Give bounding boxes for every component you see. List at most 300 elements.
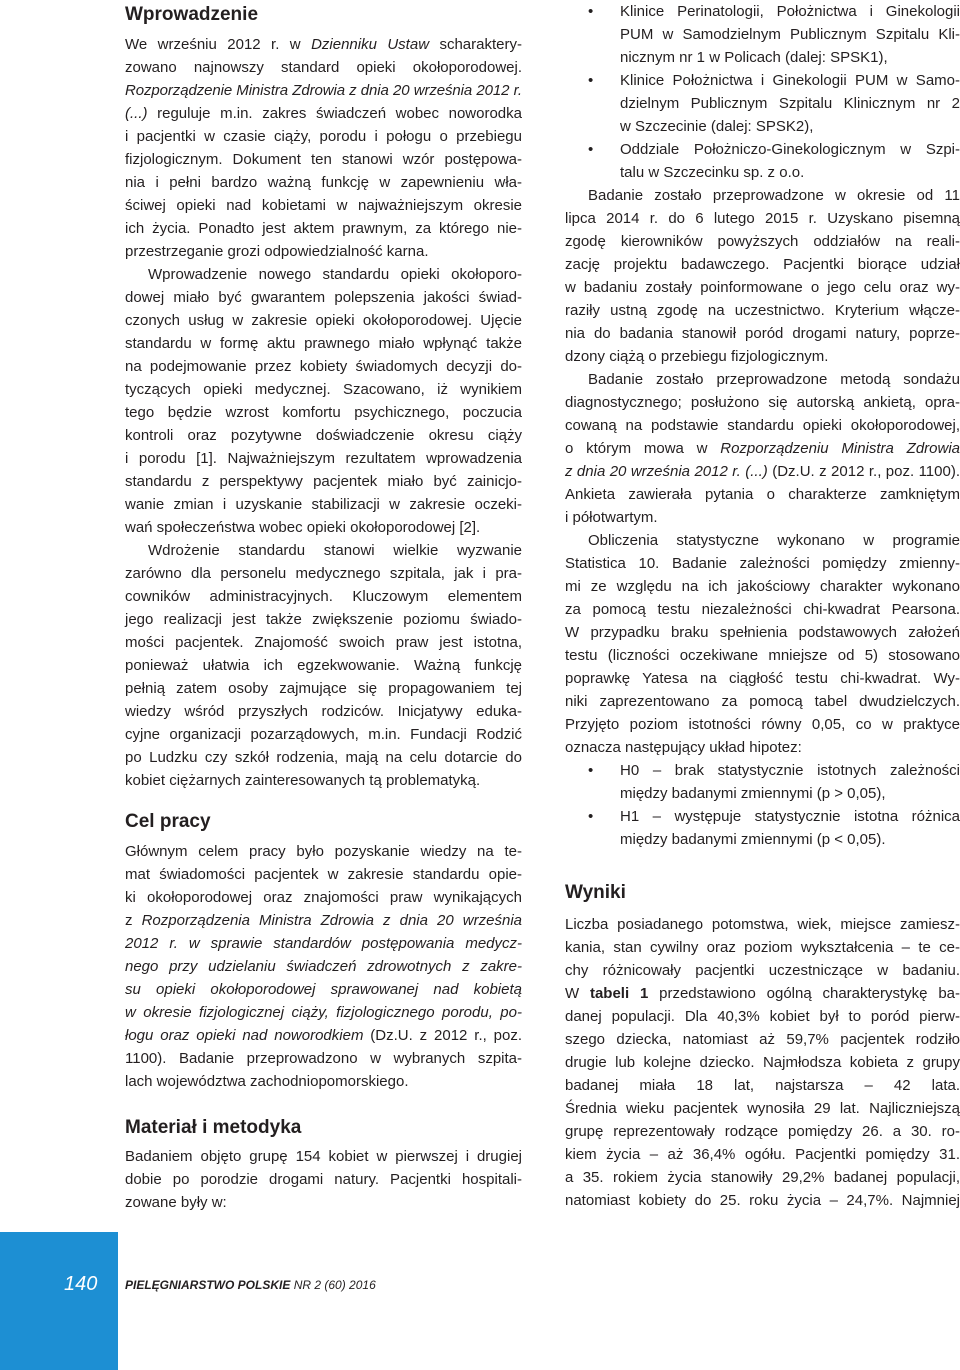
text-line [125,125,522,148]
text-run: za pomocą testu niezależności chi-kwadrat Pearsona. [565,601,960,618]
text-line [125,909,522,932]
bullet-icon: • [588,3,594,20]
line-text [565,325,960,342]
text-run: Statistica 10. Badanie zależności pomiędzy zmienny- [565,555,960,572]
page-number: 140 [64,1273,98,1295]
line-text [565,1008,960,1025]
text-line [125,194,522,217]
line-text [125,680,522,697]
right-column [565,0,960,1212]
list-item-text [620,0,960,69]
text-run: wań społeczeństwa wobec opieki okołoporodowej [2]. [125,519,481,536]
text-line [125,955,522,978]
text-run: wiedzy wśród przyszłych rodziców. Inicjatywy eduka- [125,703,522,720]
line-text [125,981,522,998]
italic-text: nego przy udzielaniu świadczeń zdrowotnych z zakre- [125,958,522,975]
line-text [125,749,522,766]
line-text [620,141,960,158]
running-footer [125,1274,376,1297]
text-line [565,414,960,437]
text-line [565,552,960,575]
text-line [125,424,522,447]
line-text [125,128,522,145]
text-line [125,516,522,539]
text-run: cowników administracyjnych. Kluczowym elementem [125,588,522,605]
text-line [125,56,522,79]
text-run: grupę reprezentowały rodzące pomiędzy 26. a 30. ro- [565,1123,960,1140]
text-line [125,1070,522,1093]
text-run: o którym mowa w [565,440,721,457]
section-heading-introduction: Wprowadzenie [125,4,259,25]
text-line [565,391,960,414]
line-text [565,509,658,526]
text-run: diagnostycznego; posłużono się autorską ankietą, opra- [565,394,960,411]
text-line [125,631,522,654]
italic-text: 2012 r. w sprawie standardów postępowania medycz- [125,935,522,952]
text-line [125,840,522,863]
text-line [565,982,960,1005]
line-text [565,1077,960,1094]
text-line [125,654,522,677]
line-text [125,519,480,536]
text-line [125,263,522,286]
line-text [125,1027,522,1044]
text-run: standardu z perspektywy pacjentek miało być zainicjo- [125,473,522,490]
line-text [125,611,522,628]
line-text [125,36,522,53]
paragraph [125,539,522,792]
text-run: między badanymi zmiennymi (p < 0,05). [620,831,886,848]
text-run: Wprowadzenie nowego standardu opieki okołoporo- [148,266,522,283]
text-run: zarówno dla personelu medycznego szpitala, jak i pra- [125,565,522,582]
line-text [125,866,522,883]
line-text [125,1004,522,1021]
bold-text: tabeli 1 [589,985,649,1002]
text-run: oznacza następujący układ hipotez: [565,739,802,756]
list-item-text [620,69,960,138]
line-text [565,1169,960,1186]
text-run: chy różnicowały pacjentki uczestniczące w badaniu. [565,962,960,979]
line-text [565,693,960,710]
section-heading-results: Wyniki [565,882,626,903]
text-run: talu w Szczecinku sp. z o.o. [620,164,805,181]
text-run: Przyjęto poziom istotności równy 0,05, co w praktyce [565,716,960,733]
line-text [148,542,522,559]
text-run: Klinice Perinatologii, Położnictwa i Ginekologii [620,3,960,20]
line-text [148,266,522,283]
line-text [125,243,429,260]
line-text [125,381,522,398]
text-run: zgodę kierowników powyższych oddziałów na reali- [565,233,960,250]
line-text [125,450,522,467]
text-line [565,598,960,621]
text-run: w Szczecinie (dalej: SPSK2), [620,118,814,135]
text-run: Badaniem objęto grupę 154 kobiet w pierwszej i drugiej [125,1148,522,1165]
text-line [565,1143,960,1166]
text-run: przedstawiono ogólną charakterystykę ba- [648,985,960,1002]
line-text [588,187,960,204]
text-run: fizjologicznym. Dokument ten stanowi wzór postępowa- [125,151,522,168]
text-run: jego realizacji jest także zwiększenie poziomu świado- [125,611,522,628]
line-text [565,555,960,572]
text-run: pełnią zatem osoby zajmujące się propagowaniem tej [125,680,522,697]
line-text [565,1100,960,1117]
line-text [125,726,522,743]
line-text [125,59,522,76]
line-text [125,335,522,352]
text-run: na podejmowanie przez kobiety świadomych decyzji do- [125,358,522,375]
text-run: Ankieta zawierała pytania o charakterze zamkniętym [565,486,960,503]
line-text [565,647,960,664]
text-run: mości pacjentek. Znajomość swoich praw jest istotna, [125,634,522,651]
left-column [125,3,522,1214]
line-text [125,1194,227,1211]
text-line [125,585,522,608]
line-text [565,716,960,733]
line-text [565,578,960,595]
text-line [565,621,960,644]
line-text [125,473,522,490]
list-item-text [620,138,960,184]
italic-text: w okresie fizjologicznej ciąży, fizjologicznego porodu, po- [125,1004,522,1021]
text-line [125,309,522,332]
text-run: W [565,985,590,1002]
text-run: lipca 2014 r. do 6 lutego 2015 r. Uzyskano pisemną [565,210,960,227]
line-text [125,772,480,789]
line-text [125,496,522,513]
text-line [565,368,960,391]
line-text [565,739,802,756]
text-run: Głównym celem pracy było pozyskanie wiedzy na te- [125,843,522,860]
line-text [565,417,960,434]
text-line [125,217,522,240]
text-line [125,863,522,886]
text-run: W przypadku braku spełnienia podstawowych założeń [565,624,960,641]
line-text [565,916,960,933]
text-run: lach województwa zachodniopomorskiego. [125,1073,409,1090]
line-text [620,49,888,66]
text-line [620,23,960,46]
text-run: z [125,912,142,929]
text-line [565,936,960,959]
paragraph [125,840,522,1093]
text-run: kobiet ciężarnych zainteresowanych tą problematyką. [125,772,481,789]
text-run: Obliczenia statystyczne wykonano w programie [588,532,960,549]
text-run: w badaniu zostały poinformowane o jego celu oraz wy- [565,279,960,296]
italic-text: łogu oraz opieki nad noworodkiem [125,1027,364,1044]
text-line [565,230,960,253]
text-line [125,1047,522,1070]
text-line [620,805,960,828]
line-text [125,1073,409,1090]
line-text [588,371,960,388]
text-run: 1100). Badanie przeprowadzono w wybranych szpita- [125,1050,522,1067]
text-line [565,529,960,552]
italic-text: Rozporządzeniu Ministra Zdrowia [720,440,960,457]
text-run: po Ludzku czy szkół rodzenia, mają na celu dotarcie do [125,749,522,766]
text-run: cyjne organizacji pozarządowych, m.in. Fundacji Rodzić [125,726,522,743]
text-line [125,769,522,792]
text-run: Klinice Położnictwa i Ginekologii PUM w Samo- [620,72,960,89]
line-text [565,486,960,503]
line-text [125,197,522,214]
hospital-list-item [565,0,960,69]
line-text [565,1192,960,1209]
text-run: natomiast kobiety do 25. roku życia – 24,7%. Najmniej [565,1192,960,1209]
text-line [125,447,522,470]
text-line [125,470,522,493]
text-line [125,746,522,769]
text-run: zację projektu badawczego. Pacjentki biorące udział [565,256,960,273]
line-text [125,312,522,329]
line-text [565,985,960,1002]
line-text [565,463,960,480]
text-line [565,736,960,759]
text-line [125,332,522,355]
line-text [125,82,522,99]
line-text [565,256,960,273]
line-text [125,657,522,674]
text-line [565,575,960,598]
text-line [125,1191,522,1214]
text-line [125,723,522,746]
section-heading-method: Materiał i metodyka [125,1117,302,1138]
text-run: niki zaprezentowano za pomocą tabel dwudzielczych. [565,693,960,710]
line-text [620,831,886,848]
text-line [125,148,522,171]
text-line [565,690,960,713]
text-line [565,253,960,276]
line-text [565,1031,960,1048]
text-run: Badanie zostało przeprowadzone w okresie od 11 [588,187,960,204]
text-run: H1 – występuje statystycznie istotna różnica [620,808,960,825]
text-line [125,401,522,424]
line-text [125,843,522,860]
bullet-icon: • [588,72,594,89]
hypothesis-list-item [565,759,960,805]
text-line [565,713,960,736]
text-run: dzielnym Publicznym Szpitalu Klinicznym nr 2 [620,95,960,112]
text-run: badanej miała 18 lat, najstarsza – 42 lata. [565,1077,960,1094]
text-line [125,171,522,194]
text-run: dowej miało być gwarantem polepszenia jakości świad- [125,289,522,306]
text-run: PUM w Samodzielnym Publicznym Szpitalu Kli- [620,26,960,43]
text-run: a 35. rokiem życia stanowiły 29,2% badanej populacji, [565,1169,960,1186]
line-text [620,785,886,802]
text-run: dobie po porodzie drogami natury. Pacjentki hospitali- [125,1171,522,1188]
text-run: ponieważ ułatwia ich egzekwowanie. Ważną funkcję [125,657,522,674]
text-line [125,1001,522,1024]
line-text [125,289,522,306]
line-text [125,105,522,122]
line-text [125,220,522,237]
text-run: tego będzie wzrost komfortu psychicznego, poczucia [125,404,522,421]
line-text [125,565,522,582]
text-line [125,79,522,102]
text-run: ich życia. Ponadto jest aktem prawnym, za którego nie- [125,220,522,237]
bullet-icon: • [588,141,594,158]
text-line [565,1166,960,1189]
text-line [565,207,960,230]
text-line [620,828,960,851]
line-text [588,532,960,549]
text-run: mat świadomości pacjentek w zakresie standardu opie- [125,866,522,883]
text-run: standardu w formę aktu prawnego miało wpłynąć także [125,335,522,352]
line-text [125,151,522,168]
text-line [565,1120,960,1143]
text-line [565,506,960,529]
journal-title: PIELĘGNIARSTWO POLSKIE [125,1278,291,1292]
text-run: cowaną na podstawie standardu opieki okołoporodowej, [565,417,960,434]
text-line [565,184,960,207]
line-text [125,912,522,929]
page-number-box [0,1232,118,1370]
text-line [125,1024,522,1047]
line-text [565,670,960,687]
text-line [125,1145,522,1168]
line-text [565,1123,960,1140]
line-text [565,962,960,979]
text-run: nia i pełni bardzo ważną funkcję w zapewnieniu wła- [125,174,522,191]
line-text [620,26,960,43]
line-text [620,118,813,135]
line-text [565,279,960,296]
text-line [565,913,960,936]
text-run: H0 – brak statystycznie istotnych zależności [620,762,960,779]
text-run: i porodu [1]. Najważniejszym rezultatem wprowadzenia [125,450,522,467]
text-line [565,437,960,460]
line-text [620,3,960,20]
text-line [620,759,960,782]
text-line [620,138,960,161]
text-line [125,286,522,309]
text-run: poprawkę Yatesa na ciągłość testu chi-kwadrat. Wy- [565,670,960,687]
text-line [565,276,960,299]
bullet-icon: • [588,808,594,825]
text-line [125,1168,522,1191]
line-text [620,72,960,89]
line-text [565,1054,960,1071]
text-run: czonych usług w zakresie opieki okołoporodowej. Ujęcie [125,312,522,329]
line-text [565,394,960,411]
text-line [125,562,522,585]
text-run: ściwej opieki nad kobietami w najważniejszym okresie [125,197,522,214]
line-text [620,164,804,181]
text-run: mi ze względu na ich jakościowy charakter wykonano [565,578,960,595]
text-line [620,0,960,23]
text-run: między badanymi zmiennymi (p > 0,05), [620,785,886,802]
line-text [125,889,522,906]
text-line [620,782,960,805]
text-line [125,102,522,125]
text-run: wanie zmian i uzyskanie stabilizacji w zakresie oczeki- [125,496,522,513]
text-line [565,1005,960,1028]
text-run: raziły ustną zgodę na uczestnictwo. Kryterium włącze- [565,302,960,319]
text-line [125,932,522,955]
text-run: Liczba posiadanego potomstwa, wiek, miejsce zamiesz- [565,916,960,933]
paragraph [125,1145,522,1214]
line-text [565,624,960,641]
text-run: danej populacji. Dla 40,3% kobiet był to poród pierw- [565,1008,960,1025]
line-text [565,233,960,250]
text-run: Średnia wieku pacjentek wynosiła 29 lat. Najliczniejszą [565,1100,960,1117]
text-line [125,886,522,909]
italic-text: Rozporządzenia Ministra Zdrowia z dnia 20 września [141,912,522,929]
text-run: reguluje m.in. zakres świadczeń wobec noworodka [147,105,522,122]
italic-text: Dzienniku Ustaw [311,36,430,53]
text-line [620,115,960,138]
text-run: zowane były w: [125,1194,227,1211]
line-text [565,939,960,956]
section-heading-aim: Cel pracy [125,811,211,832]
paragraph [565,529,960,759]
line-text [125,1050,522,1067]
line-text [565,348,828,365]
text-run: tyczących opieki medycznej. Szacowano, iż wynikiem [125,381,522,398]
paragraph [125,33,522,263]
text-run: scharaktery- [429,36,522,53]
line-text [125,427,522,444]
text-run: Badanie zostało przeprowadzone metodą sondażu [588,371,960,388]
line-text [565,1146,960,1163]
text-line [620,161,960,184]
paragraph [125,263,522,539]
text-line [565,1028,960,1051]
text-run: i pacjentki w czasie ciąży, porodu i połogu o przebiegu [125,128,522,145]
text-line [125,978,522,1001]
line-text [125,703,522,720]
list-item-text [620,759,960,805]
text-line [125,378,522,401]
text-run: szego dziecka, natomiast aż 59,7% pacjentek rodziło [565,1031,960,1048]
text-run: nia do badania stanowił poród drogami natury, poprze- [565,325,960,342]
line-text [125,634,522,651]
text-line [125,355,522,378]
text-line [565,1189,960,1212]
line-text [565,210,960,227]
text-line [125,539,522,562]
text-line [125,700,522,723]
italic-text: (...) [125,105,148,122]
text-line [125,608,522,631]
text-line [125,240,522,263]
text-line [125,493,522,516]
issue-info: NR 2 (60) 2016 [290,1278,376,1292]
line-text [565,440,960,457]
text-run: kiem życia – aż 36,4% ogółu. Pacjentki pomiędzy 31. [565,1146,960,1163]
text-line [565,1097,960,1120]
text-run: przestrzeganie grozi odpowiedzialność karna. [125,243,429,260]
text-line [125,677,522,700]
text-line [565,322,960,345]
line-text [125,174,522,191]
text-run: zowano najnowszy standard opieki okołoporodowej. [125,59,522,76]
text-line [125,33,522,56]
line-text [125,404,522,421]
text-run: nicznym nr 1 w Policach (dalej: SPSK1), [620,49,888,66]
text-run: kontroli oraz pozytywne doświadczenie okresu ciąży [125,427,522,444]
hospital-list-item [565,138,960,184]
text-line [565,667,960,690]
line-text [620,808,960,825]
text-run: drugie lub kolejne dziecko. Najmłodsza kobieta z grupy [565,1054,960,1071]
list-item-text [620,805,960,851]
text-line [565,644,960,667]
text-line [565,959,960,982]
line-text [620,762,960,779]
text-run: We wrześniu 2012 r. w [125,36,312,53]
line-text [125,935,522,952]
